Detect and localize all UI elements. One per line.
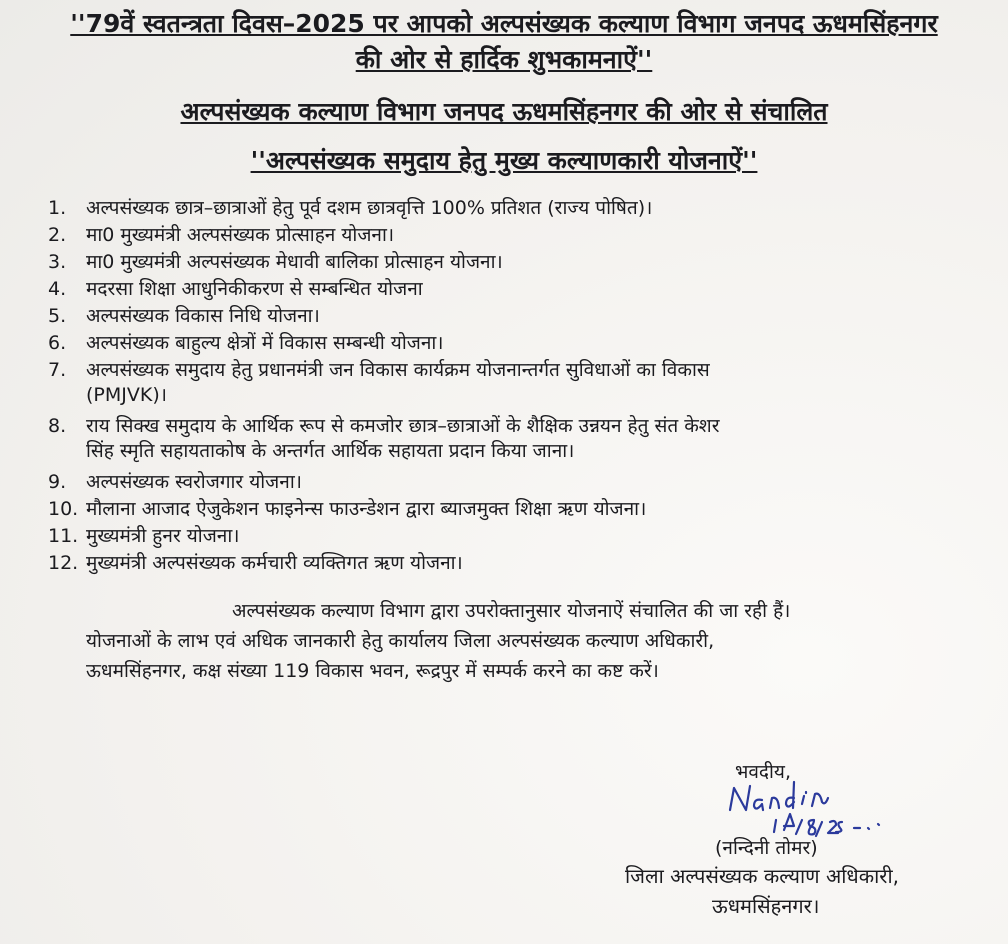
- scheme-number: 1.: [48, 197, 67, 219]
- greeting-heading-line-1: ''79वें स्वतन्त्रता दिवस–2025 पर आपको अल्पसंख्यक कल्याण विभाग जनपद ऊधमसिंहनगर: [70, 9, 938, 38]
- scheme-text: मुख्यमंत्री अल्पसंख्यक कर्मचारी व्यक्तिगत ऋण योजना।: [86, 552, 463, 574]
- scheme-number: 6.: [48, 332, 67, 354]
- scheme-text: मदरसा शिक्षा आधुनिकीकरण से सम्बन्धित योजना: [86, 278, 423, 300]
- officer-place: ऊधमसिंहनगर।: [712, 894, 820, 918]
- closing-line-3: ऊधमसिंहनगर, कक्ष संख्या 119 विकास भवन, रूद्रपुर में सम्पर्क करने का कष्ट करें।: [86, 660, 659, 682]
- scheme-text: अल्पसंख्यक विकास निधि योजना।: [86, 305, 320, 327]
- scheme-item: [48, 497, 988, 522]
- scheme-number: 2.: [48, 224, 67, 246]
- scheme-number: 12.: [48, 552, 79, 574]
- scheme-text: मा0 मुख्यमंत्री अल्पसंख्यक प्रोत्साहन योजना।: [86, 224, 395, 246]
- scheme-item: [48, 250, 988, 275]
- scheme-item: [48, 304, 988, 329]
- scheme-text: अल्पसंख्यक छात्र–छात्राओं हेतु पूर्व दशम छात्रवृत्ति 100% प्रतिशत (राज्य पोषित)।: [86, 197, 653, 219]
- scheme-item: [48, 277, 988, 302]
- scheme-text: मुख्यमंत्री हुनर योजना।: [86, 525, 240, 547]
- schemes-title: ''अल्पसंख्यक समुदाय हेतु मुख्य कल्याणकारी योजनाऐं'': [250, 146, 758, 175]
- scheme-number: 10.: [48, 498, 79, 520]
- scheme-item: [48, 414, 988, 464]
- scheme-text-continued: सिंह स्मृति सहायताकोष के अन्तर्गत आर्थिक सहायता प्रदान किया जाना।: [86, 440, 575, 462]
- officer-designation: जिला अल्पसंख्यक कल्याण अधिकारी,: [625, 864, 899, 888]
- closing-line-1: अल्पसंख्यक कल्याण विभाग द्वारा उपरोक्तानुसार योजनाऐं संचालित की जा रही हैं।: [232, 600, 791, 622]
- officer-name: (नन्दिनी तोमर): [715, 837, 818, 859]
- scheme-number: 3.: [48, 251, 67, 273]
- scheme-item: [48, 331, 988, 356]
- scheme-text: मा0 मुख्यमंत्री अल्पसंख्यक मेधावी बालिका प्रोत्साहन योजना।: [86, 251, 503, 273]
- scheme-text: अल्पसंख्यक स्वरोजगार योजना।: [86, 471, 302, 493]
- scheme-item: [48, 223, 988, 248]
- scheme-number: 11.: [48, 525, 79, 547]
- closing-line-2: योजनाओं के लाभ एवं अधिक जानकारी हेतु कार्यालय जिला अल्पसंख्यक कल्याण अधिकारी,: [86, 630, 715, 652]
- salutation: भवदीय,: [735, 761, 791, 783]
- schemes-list: [48, 196, 988, 578]
- scheme-item: [48, 358, 988, 408]
- greeting-heading-line-2: की ओर से हार्दिक शुभकामनाऐं'': [355, 45, 653, 74]
- scheme-number: 4.: [48, 278, 67, 300]
- scheme-item: [48, 196, 988, 221]
- scheme-item: [48, 551, 988, 576]
- scheme-number: 8.: [48, 415, 67, 437]
- scheme-text: अल्पसंख्यक समुदाय हेतु प्रधानमंत्री जन विकास कार्यक्रम योजनान्तर्गत सुविधाओं का विकास: [86, 359, 710, 381]
- scheme-item: [48, 524, 988, 549]
- scheme-text-continued: (PMJVK)।: [86, 384, 167, 406]
- scheme-text: मौलाना आजाद ऐजुकेशन फाइनेन्स फाउन्डेशन द्वारा ब्याजमुक्त शिक्षा ऋण योजना।: [86, 498, 647, 520]
- scheme-item: [48, 470, 988, 495]
- scheme-number: 9.: [48, 471, 67, 493]
- scheme-text: अल्पसंख्यक बाहुल्य क्षेत्रों में विकास सम्बन्धी योजना।: [86, 332, 444, 354]
- scheme-text: राय सिक्ख समुदाय के आर्थिक रूप से कमजोर छात्र–छात्राओं के शैक्षिक उन्नयन हेतु संत केशर: [86, 415, 720, 437]
- scheme-number: 5.: [48, 305, 67, 327]
- department-subtitle: अल्पसंख्यक कल्याण विभाग जनपद ऊधमसिंहनगर की ओर से संचालित: [180, 97, 828, 126]
- scheme-number: 7.: [48, 359, 67, 381]
